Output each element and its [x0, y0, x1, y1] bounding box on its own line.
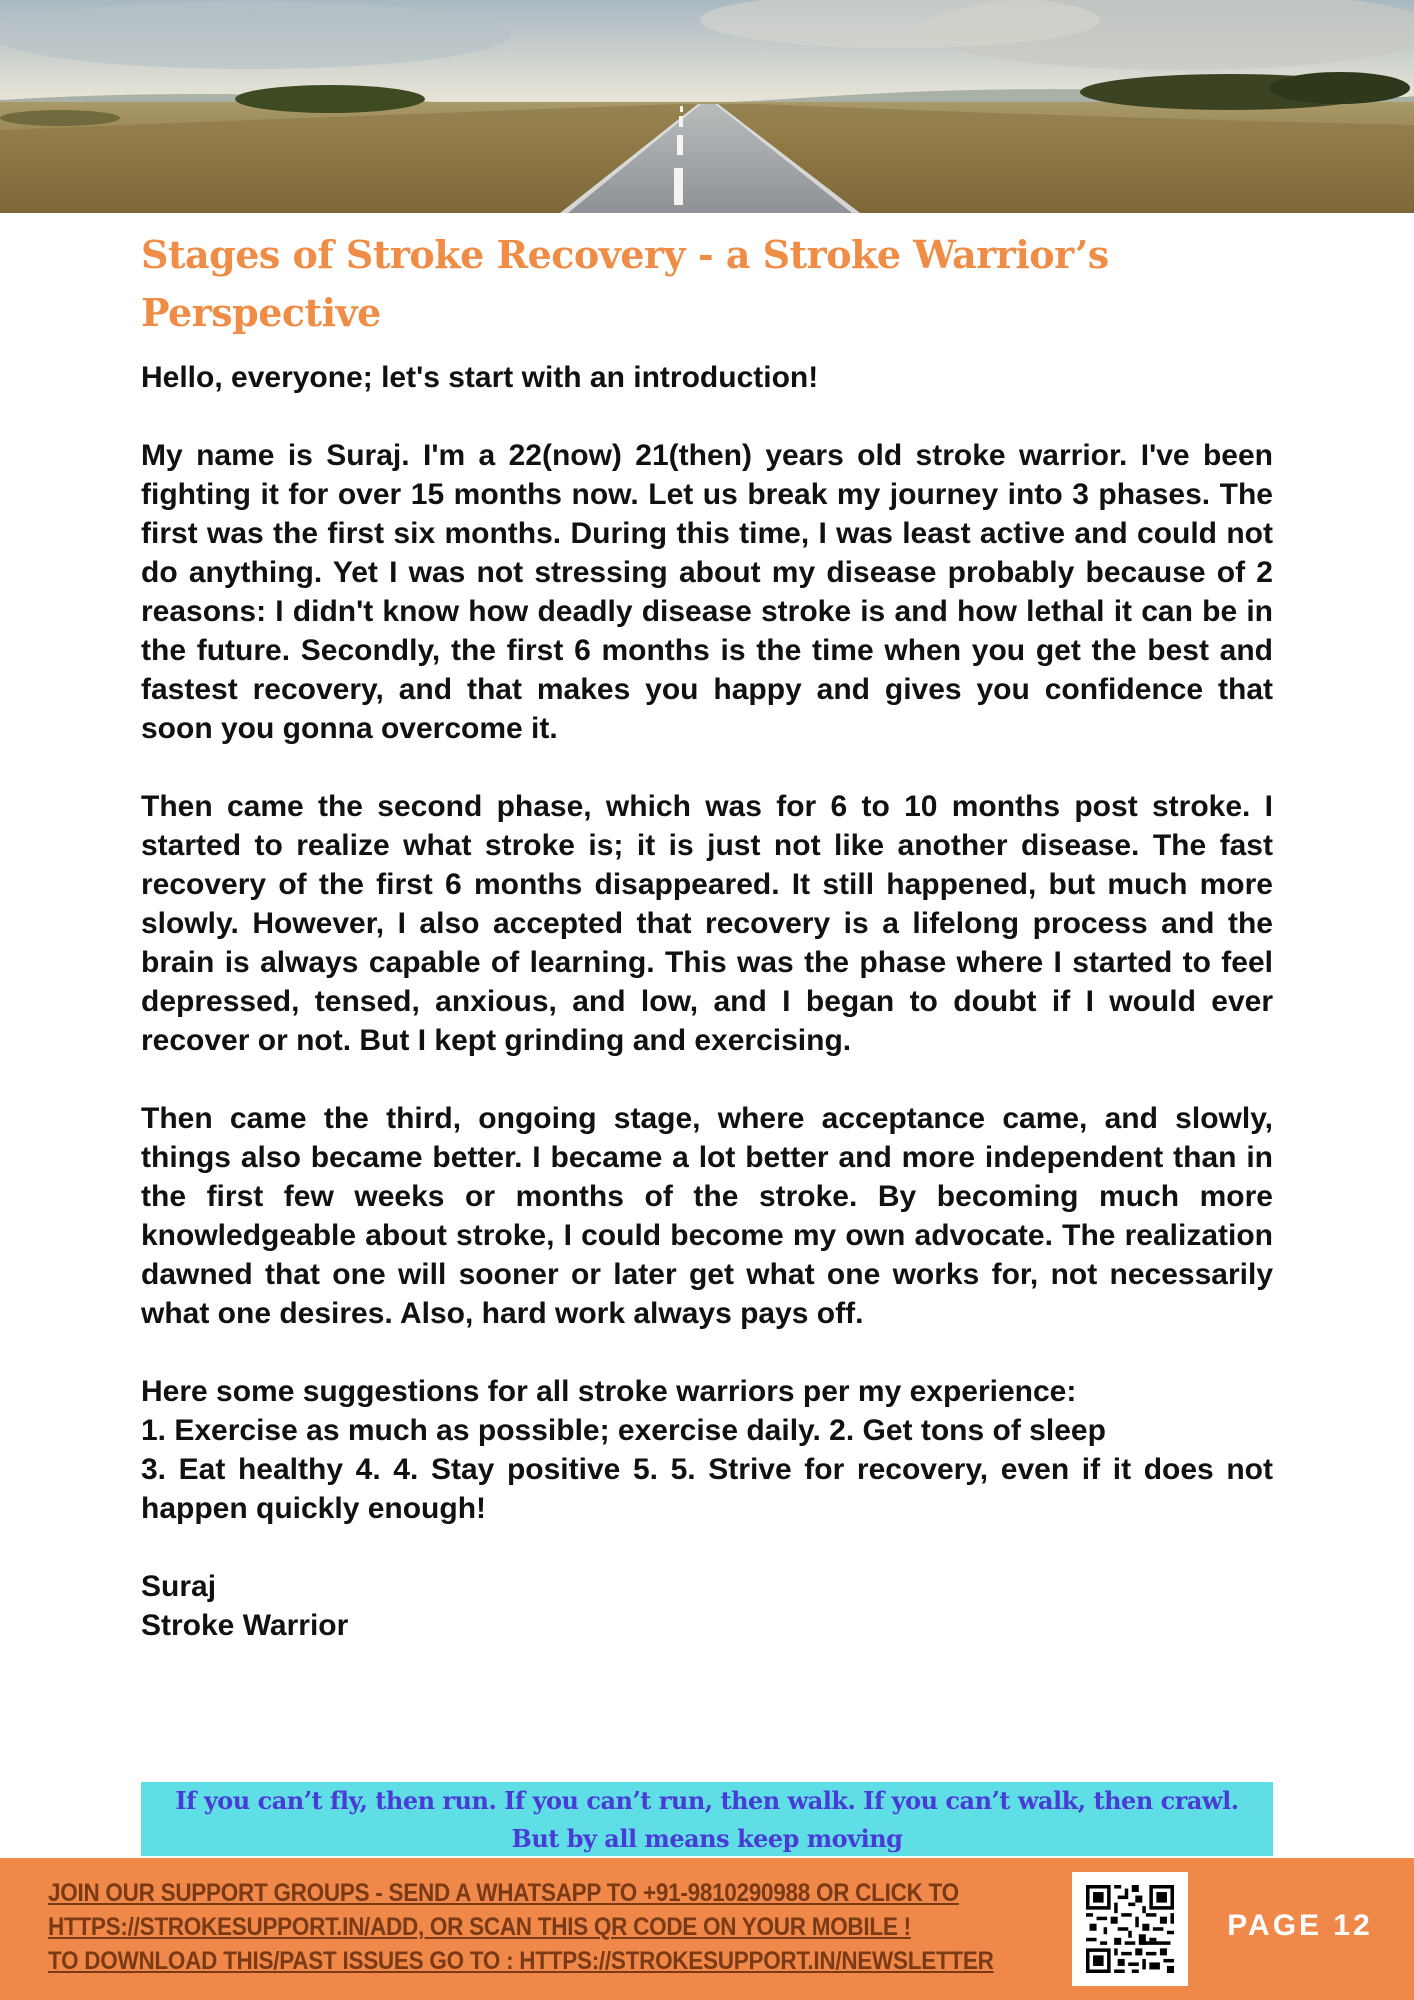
- footer-line-1[interactable]: JOIN OUR SUPPORT GROUPS - SEND A WHATSAPP TO +91-9810290988 OR CLICK TO: [48, 1879, 959, 1907]
- quote-line-1: If you can’t fly, then run. If you can’t run, then walk. If you can’t walk, then crawl.: [175, 1786, 1239, 1815]
- quote-line-2: But by all means keep moving: [511, 1824, 903, 1853]
- quote-box: [141, 1782, 1273, 1856]
- footer-line-2[interactable]: HTTPS://STROKESUPPORT.IN/ADD, OR SCAN THIS QR CODE ON YOUR MOBILE !: [48, 1913, 911, 1941]
- suggestions-line-1: 1. Exercise as much as possible; exercise daily. 2. Get tons of sleep: [141, 1414, 1106, 1447]
- article-paragraph-phase-1: My name is Suraj. I'm a 22(now) 21(then) years old stroke warrior. I've been fighting it for over 15 months now. Let us break my journey into 3 phases. The first was the first six months. During this time, I was least active and could not do anything. Yet I was not stressing about my disease probably because of 2 reasons: I didn't know how deadly disease stroke is and how lethal it can be in the future. Secondly, the first 6 months is the time when you get the best and fastest recovery, and that makes you happy and gives you confidence that soon you gonna overcome it.: [141, 439, 1273, 745]
- article-paragraph-phase-3: Then came the third, ongoing stage, where acceptance came, and slowly, things also became better. I became a lot better and more independent than in the first few weeks or months of the stroke. By becoming much more knowledgeable about stroke, I could become my own advocate. The realization dawned that one will sooner or later get what one works for, not necessarily what one desires. Also, hard work always pays off.: [141, 1102, 1273, 1330]
- article-title: Stages of Stroke Recovery - a Stroke Warrior’s Perspective: [141, 232, 1109, 335]
- author-name: Suraj: [141, 1570, 217, 1603]
- footer-band: [0, 1858, 1414, 2000]
- article-paragraph-phase-2: Then came the second phase, which was for 6 to 10 months post stroke. I started to realize what stroke is; it is just not like another disease. The fast recovery of the first 6 months disappeared. It still happened, but much more slowly. However, I also accepted that recovery is a lifelong process and the brain is always capable of learning. This was the phase where I started to feel depressed, tensed, anxious, and low, and I began to doubt if I would ever recover or not. But I kept grinding and exercising.: [141, 790, 1273, 1057]
- qr-code: [1072, 1872, 1188, 1986]
- suggestions-line-2: 3. Eat healthy 4. 4. Stay positive 5. 5. Strive for recovery, even if it does not happen quickly enough!: [141, 1453, 1273, 1525]
- author-role: Stroke Warrior: [141, 1609, 349, 1642]
- footer-line-3[interactable]: TO DOWNLOAD THIS/PAST ISSUES GO TO : HTTPS://STROKESUPPORT.IN/NEWSLETTER: [48, 1947, 994, 1975]
- article-intro: Hello, everyone; let's start with an introduction!: [141, 361, 819, 394]
- suggestions-heading: Here some suggestions for all stroke warriors per my experience:: [141, 1375, 1077, 1408]
- page-number: PAGE 12: [1227, 1909, 1373, 1942]
- header-road-photo: [0, 0, 1414, 213]
- footer-support-text: [48, 1876, 994, 1978]
- article-body: [141, 358, 1273, 1645]
